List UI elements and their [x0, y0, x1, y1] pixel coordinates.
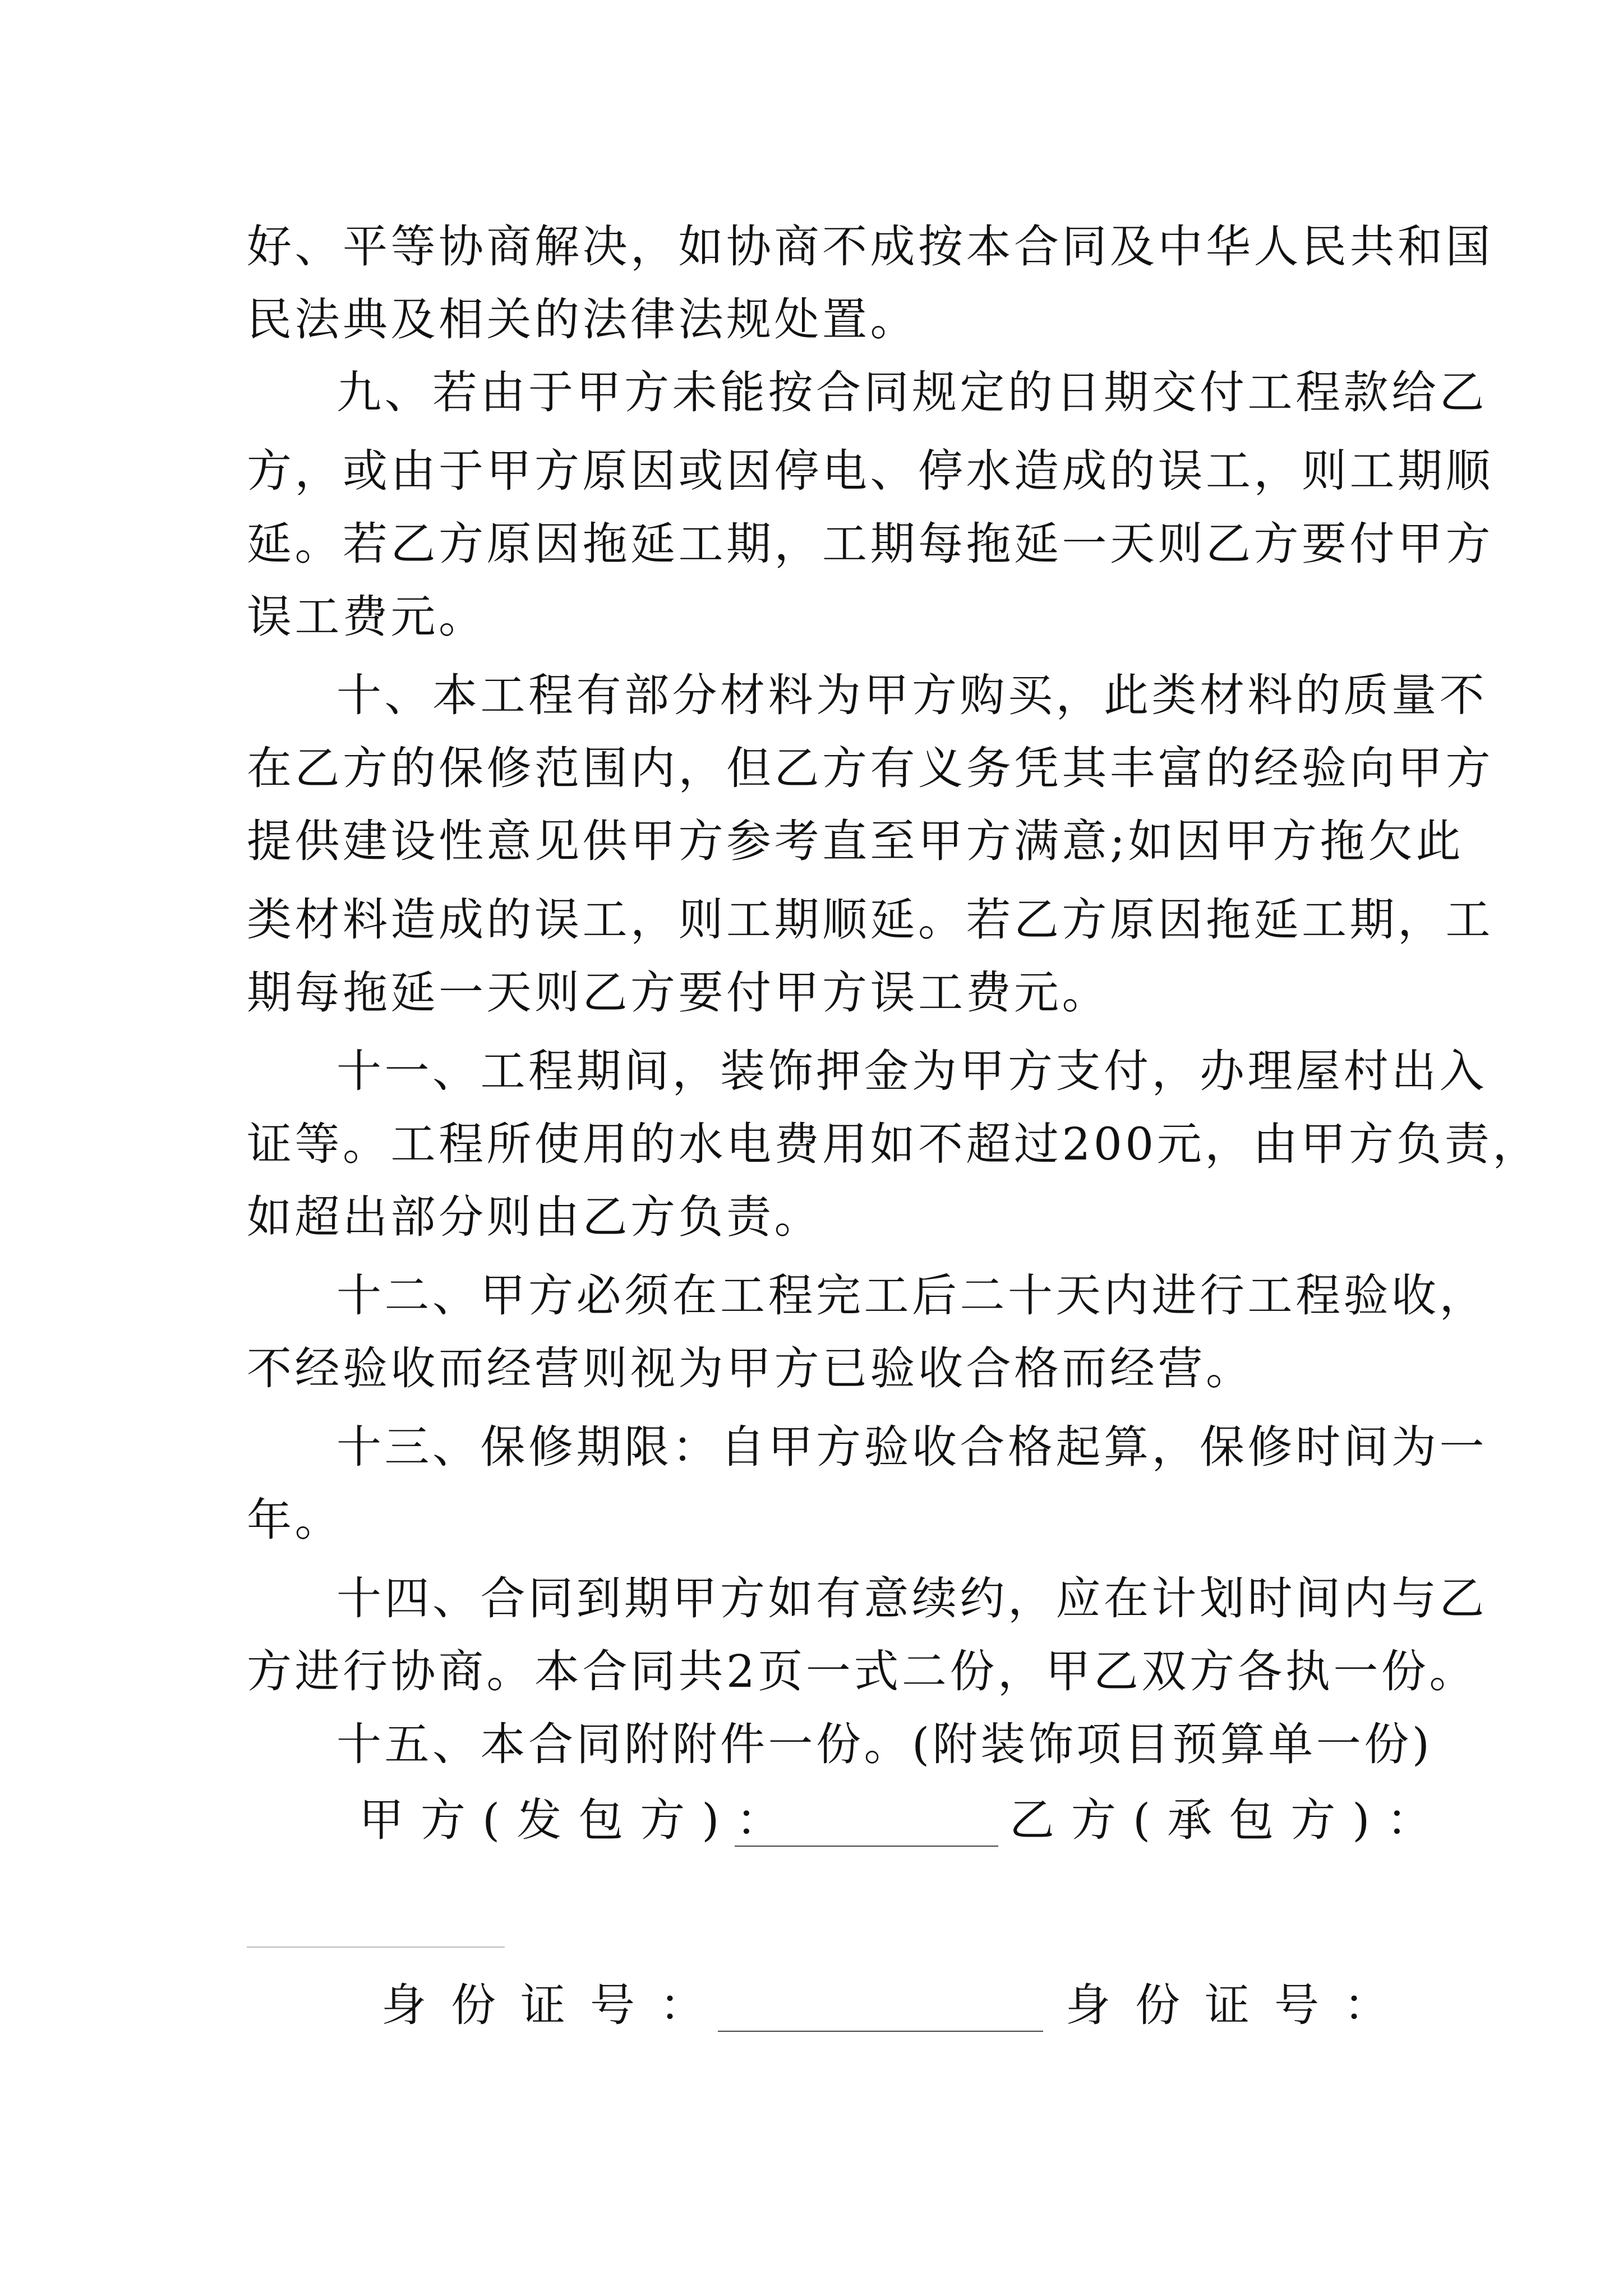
- text-line: 方，或由于甲方原因或因停电、停水造成的误工，则工期顺: [247, 445, 1493, 497]
- clause-11-line: 十一、工程期间，装饰押金为甲方支付，办理屋村出入: [336, 1045, 1487, 1097]
- text-line: 不经验收而经营则视为甲方已验收合格而经营。: [247, 1342, 1254, 1395]
- id-number-label-a: 身份证号：: [381, 1979, 729, 2031]
- clause-12-line: 十二、甲方必须在工程完工后二十天内进行工程验收，: [336, 1269, 1487, 1322]
- text-line: 证等。工程所使用的水电费用如不超过200元，由甲方负责，: [247, 1118, 1541, 1170]
- text-line: 好、平等协商解决，如协商不成按本合同及中华人民共和国: [247, 220, 1493, 273]
- id-number-blank-a: [718, 2031, 1043, 2032]
- party-a-label: 甲方(发包方)：: [359, 1794, 798, 1846]
- text-line: 延。若乙方原因拖延工期，工期每拖延一天则乙方要付甲方: [247, 518, 1493, 570]
- clause-10-line: 十、本工程有部分材料为甲方购买，此类材料的质量不: [336, 669, 1487, 721]
- clause-14-line: 十四、合同到期甲方如有意续约，应在计划时间内与乙: [336, 1572, 1487, 1625]
- text-line: 类材料造成的误工，则工期顺延。若乙方原因拖延工期，工: [247, 894, 1493, 946]
- party-a-signature-blank: [735, 1846, 998, 1847]
- text-line: 提供建设性意见供甲方参考直至甲方满意;如因甲方拖欠此: [247, 815, 1464, 867]
- party-b-label: 乙方(承包方)：: [1009, 1794, 1449, 1846]
- text-line: 期每拖延一天则乙方要付甲方误工费元。: [247, 967, 1110, 1019]
- party-b-signature-rule: [247, 1947, 505, 1948]
- text-line: 在乙方的保修范围内，但乙方有义务凭其丰富的经验向甲方: [247, 742, 1493, 794]
- id-number-label-b: 身份证号：: [1066, 1979, 1413, 2031]
- text-line: 误工费元。: [247, 591, 487, 643]
- clause-15-line: 十五、本合同附附件一份。(附装饰项目预算单一份): [336, 1718, 1433, 1770]
- text-line: 如超出部分则由乙方负责。: [247, 1191, 822, 1243]
- clause-9-line: 九、若由于甲方未能按合同规定的日期交付工程款给乙: [336, 366, 1487, 418]
- text-line: 年。: [247, 1494, 343, 1546]
- text-line: 民法典及相关的法律法规处置。: [247, 293, 918, 346]
- clause-13-line: 十三、保修期限：自甲方验收合格起算，保修时间为一: [336, 1421, 1487, 1473]
- text-line: 方进行协商。本合同共2页一式二份，甲乙双方各执一份。: [247, 1645, 1477, 1697]
